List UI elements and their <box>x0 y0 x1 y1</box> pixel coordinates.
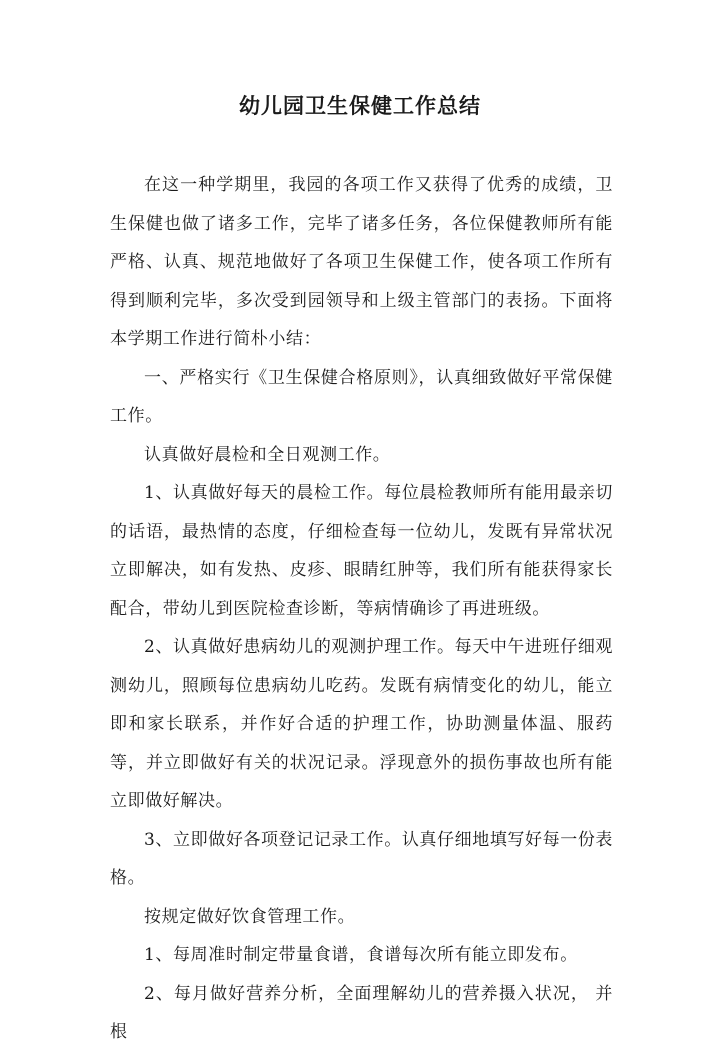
paragraph-diet-heading: 按规定做好饮食管理工作。 <box>144 906 356 927</box>
paragraph-diet-item-2: 2、每月做好营养分析，全面理解幼儿的营养摄入状况， 并根 <box>110 983 613 1042</box>
document-title: 幼儿园卫生保健工作总结 <box>239 93 481 118</box>
paragraph-item-2-sick-care: 2、认真做好患病幼儿的观测护理工作。每天中午进班仔细观测幼儿，照顾每位患病幼儿吃药。发既有病情变化的幼儿，能立即和家长联系，并作好合适的护理工作，协助测量体温、服药等，并立即做好有关的状况记录。浮现意外的损伤事故也所有能立即做好解决。 <box>110 637 614 811</box>
paragraph-morning-check-heading: 认真做好晨检和全日观测工作。 <box>144 444 391 465</box>
paragraph-item-1-morning-check: 1、认真做好每天的晨检工作。每位晨检教师所有能用最亲切的话语，最热情的态度，仔细检查每一位幼儿，发既有异常状况立即解决，如有发热、皮疹、眼睛红肿等，我们所有能获得家长配合，带幼儿到医院检查诊断，等病情确诊了再进班级。 <box>110 483 614 619</box>
paragraph-diet-item-1: 1、每周准时制定带量食谱，食谱每次所有能立即发布。 <box>144 945 578 965</box>
paragraph-section-one-heading: 一、严格实行《卫生保健合格原则》，认真细致做好平常保健工作。 <box>110 367 613 426</box>
paragraph-intro: 在这一种学期里，我园的各项工作又获得了优秀的成绩，卫生保健也做了诸多工作，完毕了诸多任务，各位保健教师所有能严格、认真、规范地做好了各项卫生保健工作，使各项工作所有得到顺利完毕，多次受到园领导和上级主管部门的表扬。下面将本学期工作进行简朴小结： <box>110 175 613 349</box>
paragraph-item-3-records: 3、立即做好各项登记记录工作。认真仔细地填写好每一份表格。 <box>110 829 614 888</box>
document-body <box>110 166 613 1052</box>
